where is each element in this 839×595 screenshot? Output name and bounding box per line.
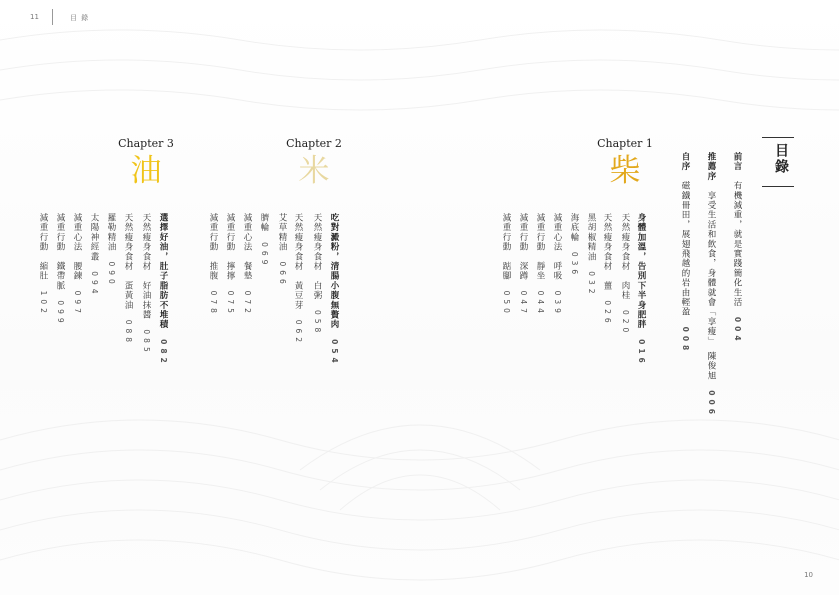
ch3-entry[interactable]: 羅勒精油 090 <box>106 213 116 288</box>
front-entry-preface[interactable]: 前言 有機減重，就是實踐簡化生活 004 <box>732 152 742 345</box>
running-header <box>30 13 90 22</box>
ch1-entry[interactable]: 減重行動 踮腳 050 <box>501 213 511 317</box>
ch3-entry[interactable]: 減重行動 鐵帶脈 099 <box>55 213 65 327</box>
ch1-entry[interactable]: 海底輪 036 <box>569 213 579 279</box>
chapter-3-character: 油 <box>130 153 162 189</box>
page-number-left: 11 <box>30 13 39 21</box>
toc-title-rule-top <box>762 137 794 138</box>
ch2-entry[interactable]: 臍輪 069 <box>259 213 269 269</box>
chapter-3-header: Chapter 3 油 <box>116 137 176 187</box>
ch2-entry[interactable]: 減重行動 擰擰 075 <box>225 213 235 317</box>
ch3-entry[interactable]: 天然瘦身食材 好油抹醬 085 <box>141 213 151 356</box>
ch3-entry[interactable]: 減重行動 縮肚 102 <box>38 213 48 317</box>
ch1-entry[interactable]: 減重行動 深蹲 047 <box>518 213 528 317</box>
front-entry-recommend[interactable]: 推薦序 享受生活和飲食，身體就會「享瘦」 陳俊旭 006 <box>706 152 716 418</box>
front-entry-author-preface[interactable]: 自序 磁鐵冊田，展翅飛越的岩由輕盈 008 <box>680 152 690 355</box>
ch1-entry[interactable]: 減重行動 靜坐 044 <box>535 213 545 317</box>
chapter-1-header: Chapter 1 柴 <box>595 137 655 187</box>
chapter-2-header: Chapter 2 米 <box>284 137 344 187</box>
ch1-entry[interactable]: 天然瘦身食材 薑 026 <box>602 213 612 327</box>
page-number-right: 10 <box>804 571 813 579</box>
header-title: 目 錄 <box>70 14 90 22</box>
ch2-entry[interactable]: 吃對澱粉，清腸小腹無贅肉 054 <box>329 213 339 367</box>
ch3-entry[interactable]: 太陽神經叢 094 <box>89 213 99 298</box>
ch1-entry[interactable]: 減重心法 呼吸 039 <box>552 213 562 317</box>
ch3-entry[interactable]: 天然瘦身食材 蛋黃油 088 <box>123 213 133 347</box>
ch3-entry[interactable]: 選擇好油，肚子脂肪不堆積 082 <box>158 213 168 367</box>
ch2-entry[interactable]: 減重心法 餐墊 072 <box>242 213 252 317</box>
chapter-1-character: 柴 <box>609 153 641 189</box>
header-divider <box>52 9 53 25</box>
ch2-entry[interactable]: 天然瘦身食材 黃豆芽 062 <box>293 213 303 347</box>
ch2-entry[interactable]: 減重行動 推腹 078 <box>208 213 218 317</box>
toc-title-block <box>764 137 792 187</box>
ch3-entry[interactable]: 減重心法 腰鍊 097 <box>72 213 82 317</box>
ch1-entry[interactable]: 黑胡椒精油 032 <box>586 213 596 298</box>
chapter-2-character: 米 <box>298 153 330 189</box>
ch2-entry[interactable]: 天然瘦身食材 白粥 058 <box>312 213 322 337</box>
ch2-entry[interactable]: 艾草精油 066 <box>277 213 287 288</box>
ch1-entry[interactable]: 身體加溫，告別下半身肥胖 016 <box>636 213 646 367</box>
toc-title: 目錄 <box>773 143 789 175</box>
toc-title-rule-bottom <box>762 186 794 187</box>
ch1-entry[interactable]: 天然瘦身食材 肉桂 020 <box>620 213 630 337</box>
